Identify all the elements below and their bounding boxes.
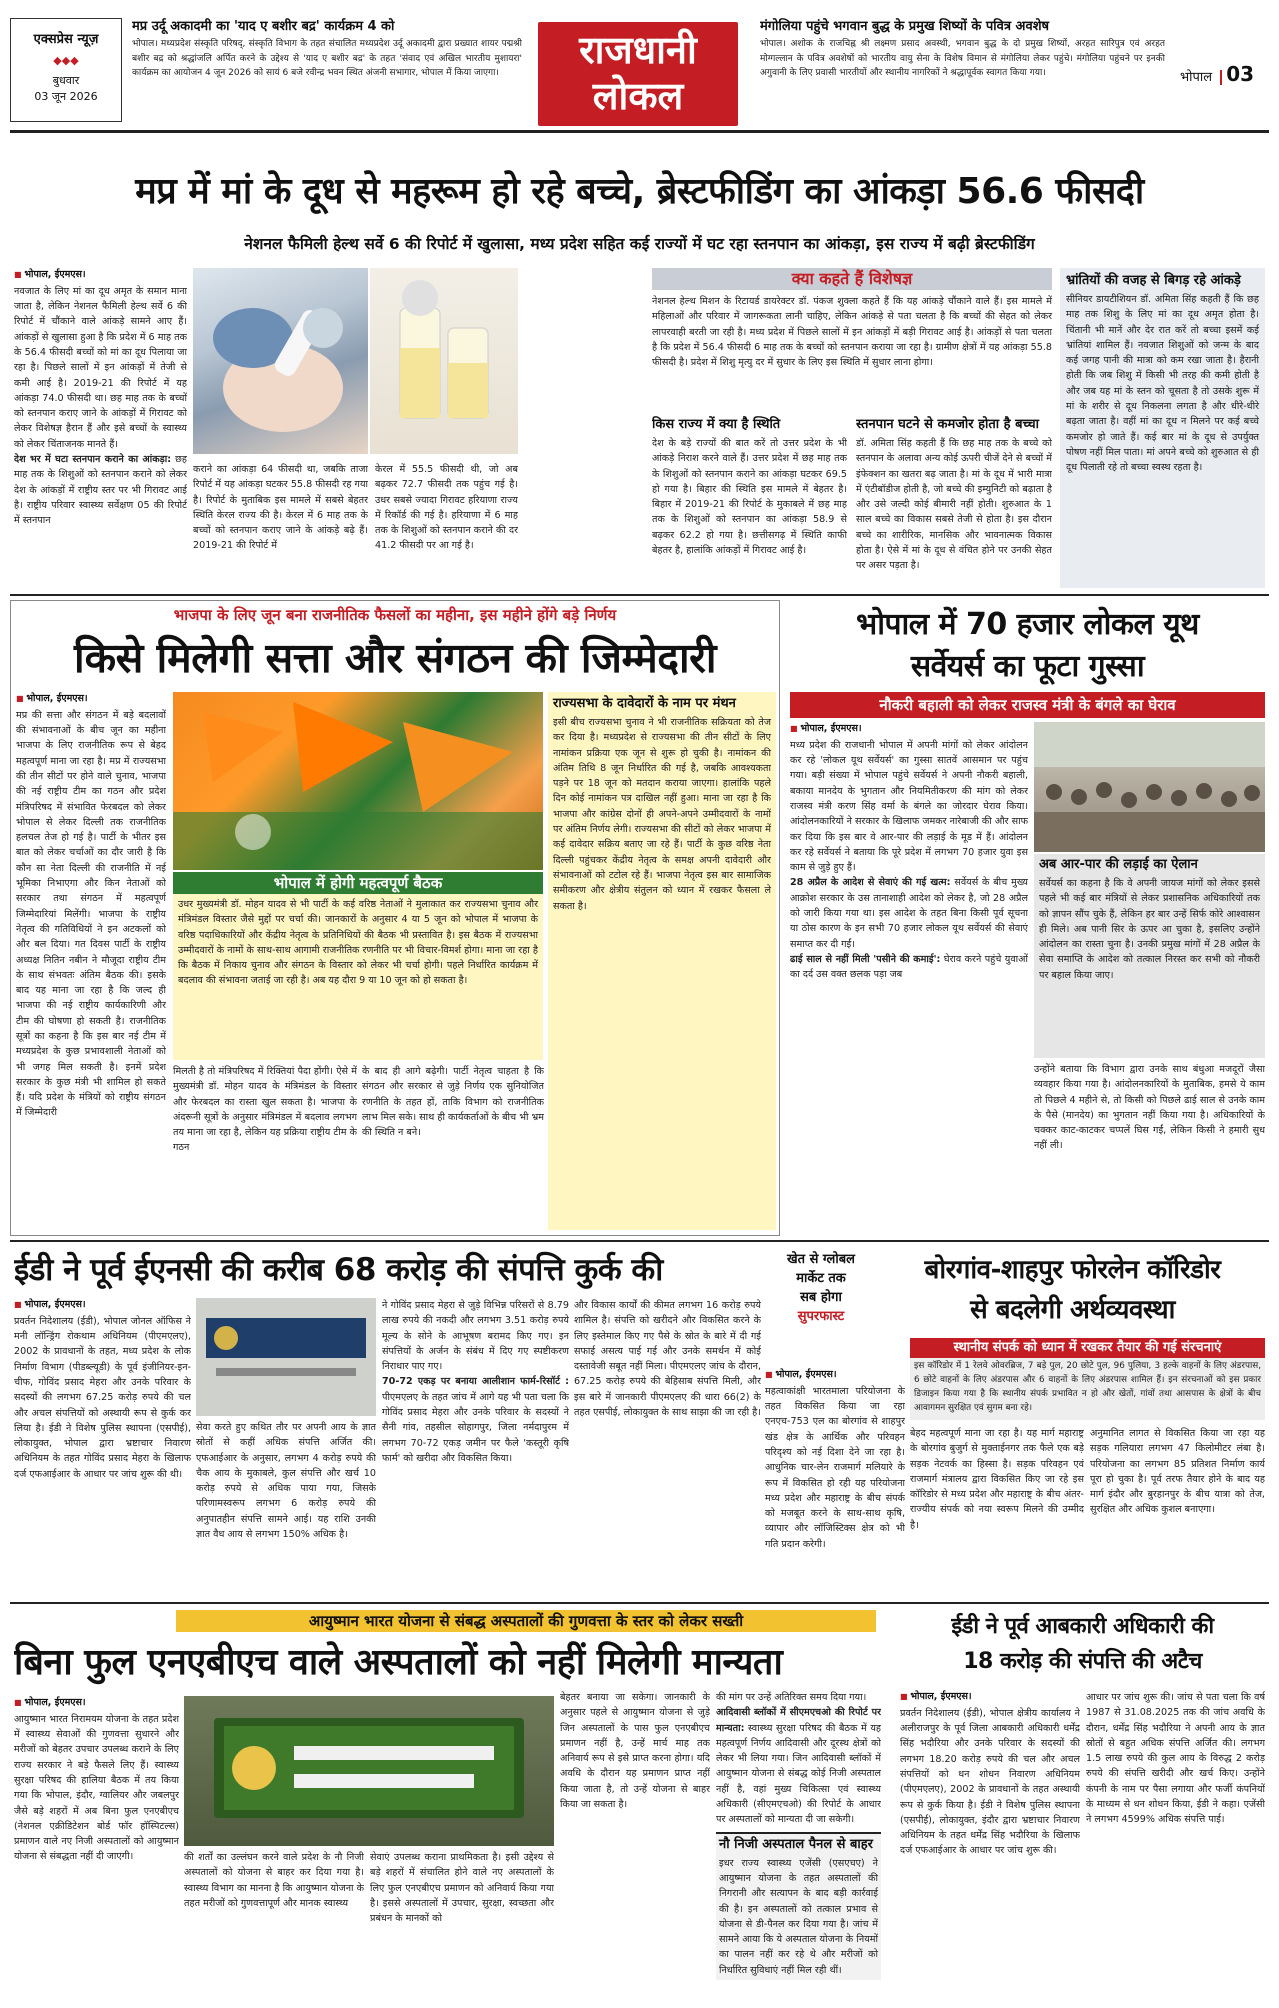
- folio-page-no: 03: [1226, 62, 1255, 86]
- story3-headline-1: भोपाल में 70 हजार लोकल यूथ: [856, 607, 1199, 642]
- story5-headline-1: बोरगांव-शाहपुर फोरलेन कॉरिडोर: [924, 1255, 1221, 1285]
- nine-hospitals-box: [716, 1832, 881, 1980]
- ornament-icon: ◆◆◆: [53, 53, 79, 67]
- story1-headline: मप्र में मां के दूध से महरूम हो रहे बच्चे, ब्रेस्टफीडिंग का आंकड़ा 56.6 फीसदी: [135, 171, 1144, 212]
- story2-text: मप्र की सत्ता और संगठन में बड़े बदलावों की संभावनाओं के बीच जून का महीना भाजपा के लिए राजनीतिक रूप से बेहद महत्वपूर्ण माना जा रहा है। मप्र में राज्यसभा की तीन सीटों पर होने वाले चुनाव, भाजपा की नई राष्ट्रीय टीम का गठन और प्रदेश मंत्रिपरिषद में संभावित फेरबदल को लेकर भोपाल से लेकर दिल्ली तक राजनीतिक हलचल तेज हो गई है। पार्टी के भीतर इस बात को लेकर चर्चाओं का दौर जारी है कि कौन सा नेता दिल्ली की राजनीति में नई भूमिका निभाएगा और किन नेताओं को सरकार तथा संगठन में महत्वपूर्ण जिम्मेदारियां मिलेंगी। भाजपा के राष्ट्रीय नेतृत्व की गतिविधियों ने इन अटकलों को और बल दिया। गत दिवस पार्टी के राष्ट्रीय अध्यक्ष नितिन नबीन ने मौजूदा राष्ट्रीय टीम के साथ संभवतः अंतिम बैठक की। इसके बाद यह माना जा रहा है कि जल्द ही भाजपा की नई राष्ट्रीय कार्यकारिणी और टीम की घोषणा हो सकती है। राजनीतिक सूत्रों का कहना है कि इस बार नई टीम में मध्यप्रदेश के कुछ प्रभावशाली नेताओं को भी जगह मिल सकती है। इनमें प्रदेश सरकार के कुछ मंत्री भी शामिल हो सकते हैं। यदि प्रदेश के मंत्रियों को राष्ट्रीय संगठन में जिम्मेदारी: [16, 709, 166, 1119]
- story7-headline-1: ईडी ने पूर्व आबकारी अधिकारी की: [951, 1614, 1214, 1639]
- story3-text-b: सर्वेयर्स के बीच मुख्य आक्रोश सरकार के उस तानाशाही आदेश को लेकर है, जो 28 अप्रैल को जारी किया गया था। इस आदेश के तहत बिना किसी पूर्व सूचना या ठोस कारण के इन सभी 70 हजार लोकल यूथ सर्वेयर्स की सेवाएं समाप्त कर दी गईं।: [790, 877, 1028, 950]
- photo-ayushman-sign: [184, 1696, 554, 1846]
- story3-subhead: नौकरी बहाली को लेकर राजस्व मंत्री के बंगले का घेराव: [790, 692, 1265, 718]
- flags-illustration: [173, 692, 543, 870]
- fight-text: सर्वेयर्स का कहना है कि वे अपनी जायज मांगों को लेकर इससे पहले भी कई बार मंत्रियों से लेकर प्रशासनिक अधिकारियों तक को ज्ञापन सौंप चुके हैं, लेकिन हर बार उन्हें सिर्फ कोरे आश्वासन ही मिले। अब पानी सिर के ऊपर आ चुका है, इसलिए उन्होंने आंदोलन का रास्ता चुना है। उनकी प्रमुख मांगों में 28 अप्रैल के सेवा समाप्ति के आदेश को तत्काल निरस्त कर सभी को नौकरी पर बहाल किया जाए।: [1039, 878, 1260, 981]
- story6-col5: [716, 1690, 881, 1996]
- story6-text-e: की मांग पर उन्हें अतिरिक्त समय दिया गया।: [716, 1692, 867, 1703]
- divider: [10, 594, 1269, 596]
- story3-col1: [790, 722, 1028, 1232]
- nine-hospitals-title: नौ निजी अस्पताल पैनल से बाहर: [719, 1836, 873, 1852]
- story4-farm-text: पीएमएलए के तहत जांच में आगे यह भी पता चला कि गोविंद प्रसाद मेहरा और उनके परिवार के सदस्यों ने सैनी गांव, तहसील सोहागपुर, जिला नर्मदापुरम में लगभग 70-72 एकड़ जमीन पर फैले 'कस्तूरी कृषि फार्म' को खरीदा और विकसित किया।: [382, 1391, 569, 1464]
- dateline: ■ भोपाल, ईएमएस।: [765, 1368, 905, 1382]
- section-title-2: लोकल: [592, 74, 684, 118]
- story6-kicker: आयुष्मान भारत योजना से संबद्ध अस्पतालों की गुणवत्ता के स्तर को लेकर सख्ती: [176, 1610, 876, 1632]
- story5-col3: अनुमानित लागत से विकसित किया जा रहा यह सड़क गलियारा लगभग 47 किलोमीटर लंबा है। परियोजना का लगभग 85 प्रतिशत निर्माण कार्य पूरा हो चुका है। पूर्व तरफ तैयार होने के बाद यह मार्ग इंदौर और बुरहानपुर के बीच यात्रा को तेज, सुरक्षित और अधिक कुशल बनाएगा।: [1090, 1428, 1265, 1516]
- story5-col1: [765, 1368, 905, 1596]
- meeting-title: भोपाल में होगी महत्वपूर्ण बैठक: [173, 872, 543, 894]
- story4-col3: [382, 1298, 569, 1596]
- crowd-illustration: [1034, 722, 1265, 852]
- divider: [10, 1240, 1269, 1242]
- brief-title: मप्र उर्दू अकादमी का 'याद ए बशीर बद्र' कार्यक्रम 4 को: [132, 19, 395, 34]
- state-status-box: [652, 416, 847, 588]
- nine-hospitals-text: इधर राज्य स्वास्थ्य एजेंसी (एसएचए) ने आयुष्मान योजना के तहत अस्पतालों की निगरानी और सत्यापन के बाद बड़ी कार्रवाई की है। इन अस्पतालों को तत्काल प्रभाव से योजना से डी-पैनल कर दिया गया है। जांच में सामने आया कि ये अस्पताल योजना के नियमों का पालन नहीं कर रहे थे और मरीजों को निर्धारित सुविधाएं नहीं मिल रही थीं।: [719, 1857, 878, 1976]
- marker-line: खेत से ग्लोबल: [787, 1252, 855, 1267]
- marker-line: मार्केट तक: [796, 1271, 846, 1286]
- story6-headline: बिना फुल एनएबीएच वाले अस्पतालों को नहीं मिलेगी मान्यता: [14, 1642, 783, 1683]
- story2-col3: के बाद ही आगे बढ़ेगी। पार्टी नेतृत्व चाहता है कि संगठन और सरकार से जुड़े निर्णय एक सुनियोजित रणनीति के तहत हों, ताकि विभाग को राजनीतिक लाभ मिल सके। साथ ही कार्यकर्ताओं के बीच भी भ्रम की स्थिति न बने।: [362, 1066, 544, 1139]
- story1-col3: केरल में 55.5 फीसदी थी, जो अब बढ़कर 72.7 फीसदी तक पहुंच गई है। उधर सबसे ज्यादा गिरावट हरियाणा राज्य में रिकॉर्ड की गई है। हरियाणा में 6 माह तक के शिशुओं को स्तनपान कराने की दर 41.2 फीसदी पर आ गई है।: [375, 464, 518, 552]
- myths-title: भ्रांतियों की वजह से बिगड़ रहे आंकड़े: [1066, 273, 1241, 288]
- dateline: ■ भोपाल, ईएमएस।: [14, 1696, 179, 1710]
- photo-infant-feeding: [193, 268, 368, 454]
- dateline: ■ भोपाल, ईएमएस।: [790, 722, 1028, 736]
- meeting-box: [173, 872, 543, 1060]
- story5-text: महत्वाकांक्षी भारतमाला परियोजना के तहत विकसित किया जा रहा एनएच-753 एल का बोरगांव से शाहपुर खंड क्षेत्र के आर्थिक और परिवहन परिदृश्य को नई दिशा देने जा रहा है। आधुनिक चार-लेन राजमार्ग मलियारे के रूप में विकसित हो रही यह परियोजना मध्य प्रदेश और महाराष्ट्र के बीच संपर्क को मजबूत करने के साथ-साथ कृषि, व्यापार और लॉजिस्टिक्स क्षेत्र को भी गति प्रदान करेगी।: [765, 1385, 905, 1550]
- story4-col4: और विकास कार्यों की कीमत लगभग 16 करोड़ रुपये शामिल है। संपत्ति को खरीदने और विकसित करने के लिए इस्तेमाल किए गए पैसे के स्रोत के बारे में दी गई सफाई असत्य पाई गई और उनके समर्थन में कोई दस्तावेजी सबूत नहीं मिला। पीएमएलए जांच के दौरान, 67.25 करोड़ रुपये की बेहिसाब संपत्ति मिली, और इस बारे में जानकारी पीएमएलए की धारा 66(2) के तहत एसपीई, लोकायुक्त के साथ साझा की जा रही है।: [574, 1300, 761, 1419]
- structures-box: [910, 1338, 1265, 1420]
- story7-col1: [900, 1690, 1080, 1996]
- brief-urdu-academy: [132, 18, 522, 118]
- section-title-1: राजधानी: [579, 28, 697, 72]
- subhead-inline: 70-72 एकड़ पर बनाया आलीशान फार्म-रिसॉर्ट :: [382, 1376, 569, 1388]
- state-status-title: किस राज्य में क्या है स्थिति: [652, 417, 781, 432]
- myths-text: सीनियर डायटीशियन डॉ. अमिता सिंह कहती हैं कि छह माह तक शिशु के लिए मां का दूध अमृत होता है। चिंतानी भी मानें और देर रात करें तो बच्चा इसमें कई भ्रांतियां शामिल हैं। नवजात शिशुओं को जन्म के बाद कई जगह पानी की मात्रा को कम रखा जाता है। हैरानी होती कि जब शिशु में किसी भी तरह की कमी होती है और जब यह मां के स्तन को चूसता है तो उसके शुरू में मां के शरीर से दूध निकलना लगता है और धीरे-धीरे बढ़ता जाता है। वहीं मां का दूध न मिलने पर कई बच्चे कमजोर हो जाते हैं। कई बार मां के दूध से उपर्युक्त पोषण नहीं मिल पाता। मां अपने बच्चे को शुरुआत से ही दूध पिलाती रहे तो बच्चा स्वस्थ रहता है।: [1066, 294, 1259, 474]
- weak-child-box: [856, 416, 1052, 588]
- masthead-logo-box: [10, 18, 122, 122]
- dateline: ■ भोपाल, ईएमएस।: [14, 1298, 191, 1312]
- story5-col2: बेहद महत्वपूर्ण माना जा रहा है। यह मार्ग महाराष्ट्र के बोरगांव बुजुर्ग से मुक्ताईनगर तक फैले एक बड़े सड़क नेटवर्क का हिस्सा है। सड़क परिवहन एवं राजमार्ग मंत्रालय द्वारा विकसित किए जा रहे इस कॉरिडोर से मध्य प्रदेश और महाराष्ट्र के बीच अंतर-राज्यीय संपर्क को नया स्वरूप मिलने की उम्मीद है।: [910, 1428, 1084, 1531]
- myths-box: [1060, 268, 1265, 588]
- story2-col2: मिलती है तो मंत्रिपरिषद में रिक्तियां पैदा होंगी। ऐसे में मुख्यमंत्री डॉ. मोहन यादव के मंत्रिमंडल के विस्तार और फेरबदल का रास्ता खुल सकता है। भाजपा के अंदरूनी सूत्रों के अनुसार मंत्रिमंडल में बदलाव लगभग तय माना जा रहा है, लेकिन यह प्रक्रिया राष्ट्रीय टीम के गठन: [173, 1066, 357, 1154]
- story6-text: आयुष्मान भारत निरामयम योजना के तहत प्रदेश में स्वास्थ्य सेवाओं की गुणवत्ता सुधारने और मरीजों को बेहतर उपचार उपलब्ध कराने के लिए राज्य सरकार ने बड़े फैसले लिए हैं। स्वास्थ्य सुरक्षा परिषद की हालिया बैठक में तय किया गया कि भोपाल, इंदौर, ग्वालियर और जबलपुर जैसे बड़े शहरों में अब बिना फुल एनएबीएच (नेशनल एक्रीडिटेशन बोर्ड फॉर हॉस्पिटल्स) प्रमाणन वाले नए निजी अस्पतालों को आयुष्मान योजना से संबद्धता नहीं दी जाएगी।: [14, 1713, 179, 1863]
- fight-title: अब आर-पार की लड़ाई का ऐलान: [1039, 857, 1198, 872]
- story6-text-f: स्वास्थ्य सुरक्षा परिषद की बैठक में यह महत्वपूर्ण निर्णय आदिवासी और दूरस्थ क्षेत्रों को लेकर भी लिया गया। जिन आदिवासी ब्लॉकों में आयुष्मान योजना से संबद्ध कोई निजी अस्पताल नहीं है, वहां मुख्य चिकित्सा एवं स्वास्थ्य अधिकारी (सीएमएचओ) की रिपोर्ट के आधार पर अस्पतालों को मान्यता दी जा सकेगी।: [716, 1722, 881, 1826]
- story4-col2: सेवा करते हुए कथित तौर पर अपनी आय के ज्ञात स्रोतों से कहीं अधिक संपत्ति अर्जित की। एफआईआर के अनुसार, लगभग 4 करोड़ रुपये की चैक आय के मुकाबले, कुल संपत्ति और खर्च 10 करोड़ रुपये से अधिक पाया गया, जिसके परिणामस्वरूप लगभग 6 करोड़ रुपये की अनुपातहीन संपत्ति सामने आई। यह राशि उनकी ज्ञात वैध आय से लगभग 150% अधिक है।: [196, 1422, 376, 1541]
- ed-signboard-illustration: [196, 1298, 376, 1416]
- subhead-inline: ढाई साल से नहीं मिली 'पसीने की कमाई':: [790, 953, 941, 965]
- story6-col2: की शर्तों का उल्लंघन करने वाले प्रदेश के नौ निजी अस्पतालों को योजना से बाहर कर दिया गया है। स्वास्थ्य विभाग का मानना है कि आयुष्मान योजना के तहत मरीजों को गुणवत्तापूर्ण और मानक स्वास्थ्य: [184, 1852, 364, 1909]
- story1-col1: [14, 268, 187, 586]
- story4-col1: [14, 1298, 191, 1596]
- story2-kicker: भाजपा के लिए जून बना राजनीतिक फैसलों का महीना, इस महीने होंगे बड़े निर्णय: [173, 606, 617, 624]
- story7-col2: आधार पर जांच शुरू की। जांच से पता चला कि वर्ष 1987 से 31.08.2025 तक की जांच अवधि के दौरान, धर्मेंद्र सिंह भदौरिया ने अपनी आय के ज्ञात स्रोतों से बहुत अधिक संपत्ति अर्जित की। लगभग 1.5 लाख रुपये की कुल आय के विरुद्ध 2 करोड़ रुपये की संपत्ति खरीदी और खर्च किए। उन्होंने कंपनी के नाम पर पैसा लगाया और फर्जी कंपनियों के माध्यम से धन शोधन किया, ईडी ने कहा। एजेंसी ने लगभग 4599% अधिक संपत्ति पाई।: [1086, 1692, 1265, 1826]
- photo-breast-pump: [370, 268, 518, 454]
- masthead-rule: [10, 130, 1269, 133]
- subhead-inline: 28 अप्रैल के आदेश से सेवाएं की गई खत्म:: [790, 877, 951, 889]
- story6-col1: [14, 1696, 179, 1996]
- story1-text: नवजात के लिए मां का दूध अमृत के समान माना जाता है, लेकिन नेशनल फैमिली हेल्थ सर्वे 6 की रिपोर्ट में चौंकाने वाले आंकड़े सामने आए हैं। आंकड़ों से खुलासा हुआ है कि प्रदेश में 6 माह तक के 56.4 फीसदी बच्चों को मां का दूध पिलाया जा रहा है। पिछले सालों में इन आंकड़ों में तेजी से कमी आई है। 2019-21 की रिपोर्ट में यह आंकड़ा 74.0 फीसदी था। छह माह तक के बच्चों को स्तनपान कराए जाने के आंकड़ों में गिरावट को लेकर विशेषज्ञ हैरान हैं और इसे बच्चों के स्वास्थ्य को लेकर चिंताजनक मानते हैं।: [14, 285, 187, 450]
- section-title-box: [538, 22, 738, 126]
- paper-name: एक्सप्रेस न्यूज़: [33, 32, 99, 47]
- structures-title: स्थानीय संपर्क को ध्यान में रखकर तैयार की गई संरचनाएं: [910, 1338, 1265, 1358]
- fight-box: [1034, 854, 1265, 1058]
- story3-headline-2: सर्वेयर्स का फूटा गुस्सा: [910, 649, 1145, 684]
- brief-buddha-relics: [760, 18, 1165, 118]
- expert-box-title: क्या कहते हैं विशेषज्ञ: [652, 268, 1052, 290]
- subhead-inline: देश भर में घटा स्तनपान कराने का आंकड़ा:: [14, 454, 172, 466]
- meeting-text: उधर मुख्यमंत्री डॉ. मोहन यादव से भी पार्टी के कई वरिष्ठ नेताओं ने मुलाकात कर राज्यसभा चुनाव और मंत्रिमंडल विस्तार जैसे मुद्दों पर चर्चा की। जानकारों के अनुसार 4 या 5 जून को भोपाल में भाजपा के वरिष्ठ पदाधिकारियों और केंद्रीय नेतृत्व के प्रतिनिधियों की बैठक भी प्रस्तावित है। इस बैठक में राज्यसभा उम्मीदवारों के नामों के साथ-साथ आगामी राजनीतिक रणनीति पर भी विचार-विमर्श होगा। माना जा रहा है कि बैठक में निकाय चुनाव और संगठन के विस्तार को लेकर भी चर्चा होगी। पहले निर्धारित कार्यक्रम में बदलाव की संभावना जताई जा रही है। अब यह दौरा 9 या 10 जून को हो सकता है।: [178, 899, 538, 987]
- photo-bjp-flags: [173, 692, 543, 870]
- rajyasabha-box: [548, 692, 776, 1230]
- story4-text-c: ने गोविंद प्रसाद मेहरा से जुड़े विभिन्न परिसरों से 8.79 लाख रुपये की नकदी और लगभग 3.51 करोड़ रुपये मूल्य के सोने के आभूषण बरामद किए गए। इन संपत्तियों के अर्जन के संबंध में दिए गए स्पष्टीकरण निराधार पाए गए।: [382, 1300, 569, 1373]
- expert-box-text: नेशनल हेल्थ मिशन के रिटायर्ड डायरेक्टर डॉ. पंकज शुक्ला कहते हैं कि यह आंकड़े चौंकाने वाले हैं। इस मामले में महिलाओं और परिवार में जागरूकता लानी चाहिए, लेकिन आंकड़े से पता चलता है कि बच्चों की सेहत को लेकर लापरवाही बरती जा रही है। मध्य प्रदेश में पिछले सालों में इन आंकड़ों में बड़ी गिरावट आई है। आंकड़ों से पता चलता है कि प्रदेश में 56.4 फीसदी 6 माह तक के बच्चों को स्तनपान कराया जा रहा है। ग्रामीण क्षेत्रों में यह आंकड़ा 55.8 फीसदी है। प्रदेश में शिशु मृत्यु दर में सुधार के लिए इस स्थिति में सुधार लाना होगा।: [652, 296, 1052, 369]
- subhead-inline: आदिवासी ब्लॉकों में सीएमएचओ की रिपोर्ट पर मान्यता:: [716, 1707, 881, 1734]
- story4-headline: ईडी ने पूर्व ईएनसी की करीब 68 करोड़ की संपत्ति कुर्क की: [14, 1252, 663, 1288]
- folio-city: भोपाल: [1180, 70, 1213, 85]
- structures-text: इस कॉरिडोर में 1 रेलवे ओवरब्रिज, 7 बड़े पुल, 20 छोटे पुल, 96 पुलिया, 3 हल्के वाहनों के लिए अंडरपास, 6 छोटे वाहनों के लिए अंडरपास और 6 वाहनों के लिए अंडरपास शामिल हैं। इन संरचनाओं को इस प्रकार डिजाइन किया गया है कि स्थानीय संपर्क प्रभावित न हो और खेतों, गांवों तथा आसपास के क्षेत्रों के बीच आवागमन सुरक्षित एवं सुगम बना रहे।: [914, 1361, 1261, 1413]
- story6-col3: सेवाएं उपलब्ध कराना प्राथमिकता है। इसी उद्देश्य से बड़े शहरों में संचालित होने वाले नए अस्पतालों के लिए फुल एनएबीएच प्रमाणन को अनिवार्य किया गया है। इससे अस्पतालों में उपचार, सुरक्षा, स्वच्छता और प्रबंधन के मानकों को: [370, 1852, 554, 1925]
- story3-text: मध्य प्रदेश की राजधानी भोपाल में अपनी मांगों को लेकर आंदोलन कर रहे 'लोकल यूथ सर्वेयर्स' का गुस्सा सातवें आसमान पर पहुंच गया। बड़ी संख्या में भोपाल पहुंचे सर्वेयर्स ने अपनी नौकरी बहाली, बकाया मानदेय के भुगतान और नियमितीकरण की मांग को लेकर राजस्व मंत्री करण सिंह वर्मा के बंगले का जोरदार घेराव किया। आंदोलनकारियों ने सरकार के खिलाफ जमकर नारेबाजी की और साफ कर दिया कि इस बार वे आर-पार की लड़ाई के मूड में हैं। आंदोलन कर रहे सर्वेयर्स ने बताया कि पूरे प्रदेश में लगभग 70 हजार युवा इस काम से जुड़े हुए हैं।: [790, 739, 1028, 874]
- dateline: ■ भोपाल, ईएमएस।: [16, 692, 166, 706]
- story1-subhead: नेशनल फैमिली हेल्थ सर्वे 6 की रिपोर्ट में खुलासा, मध्य प्रदेश सहित कई राज्यों में घट रहा स्तनपान का आंकड़ा, इस राज्य में बढ़ी ब्रेस्टफीडिंग: [244, 235, 1035, 253]
- story5-headline-2: से बदलेगी अर्थव्यवस्था: [970, 1295, 1175, 1325]
- breast-pump-illustration: [370, 268, 518, 454]
- marker-line: सुपरफास्ट: [797, 1309, 845, 1324]
- story4-text: प्रवर्तन निदेशालय (ईडी), भोपाल जोनल ऑफिस ने मनी लॉन्ड्रिंग रोकथाम अधिनियम (पीएमएलए), 2002 के प्रावधानों के तहत, मध्य प्रदेश के लोक निर्माण विभाग (पीडब्ल्यूडी) के पूर्व इंजीनियर-इन-चीफ, गोविंद प्रसाद मेहरा और उनके परिवार के सदस्यों की लगभग 67.25 करोड़ रुपये की चल और अचल संपत्तियों को अस्थायी रूप से कुर्क कर लिया है। ईडी ने विशेष पुलिस स्थापना (एसपीई), लोकायुक्त, भोपाल द्वारा भ्रष्टाचार निवारण अधिनियम के तहत गोविंद प्रसाद मेहरा के खिलाफ दर्ज एफआईआर के आधार पर जांच शुरू की थी।: [14, 1315, 191, 1480]
- story3-col2: उन्होंने बताया कि विभाग द्वारा उनके साथ बंधुआ मजदूरों जैसा व्यवहार किया गया है। आंदोलनकारियों के मुताबिक, हमसे ये काम तो पिछले 4 महीने से, तो किसी को पिछले ढाई साल से उनके काम के पैसे (मानदेय) का भुगतान नहीं किया गया है। अधिकारियों के चक्कर काट-काटकर चप्पलें घिस गईं, लेकिन किसी ने हमारी सुध नहीं ली।: [1034, 1064, 1265, 1152]
- photo-protest-crowd: [1034, 722, 1265, 852]
- page-folio: [1180, 60, 1275, 100]
- baby-bottle-illustration: [193, 268, 368, 454]
- photo-ed-office: [196, 1298, 376, 1416]
- brief-title: मंगोलिया पहुंचे भगवान बुद्ध के प्रमुख शिष्यों के पवित्र अवशेष: [760, 19, 1050, 34]
- weak-child-title: स्तनपान घटने से कमजोर होता है बच्चा: [856, 417, 1040, 432]
- signboard-illustration: [184, 1696, 554, 1846]
- issue-day: बुधवार: [52, 73, 80, 87]
- dateline: ■ भोपाल, ईएमएस।: [900, 1690, 1080, 1704]
- rajyasabha-title: राज्यसभा के दावेदारों के नाम पर मंथन: [553, 696, 736, 711]
- state-status-text: देश के बड़े राज्यों की बात करें तो उत्तर प्रदेश के भी आंकड़े निराश करने वाले हैं। उत्तर प्रदेश में छह माह तक के शिशुओं को स्तनपान कराने का आंकड़ा घटकर 69.5 हो गया है। बिहार की स्थिति इस मामले में बेहतर है। बिहार में 2019-21 की रिपोर्ट के मुकाबले में छह माह तक के शिशुओं को स्तनपान का आंकड़ा 58.9 से बढ़कर 62.2 हो गया है। छत्तीसगढ़ में स्थिति काफी बेहतर है, हालांकि आंकड़ों में गिरावट आई है।: [652, 438, 847, 557]
- story1-text-b: छह माह तक के शिशुओं को स्तनपान कराने को लेकर देश के आंकड़ों में राष्ट्रीय स्तर पर भी गिरावट आई है। राष्ट्रीय परिवार स्वास्थ्य सर्वेक्षण 05 की रिपोर्ट में स्तनपान: [14, 454, 187, 527]
- story3-text-c: घेराव करने पहुंचे युवाओं का दर्द उस वक्त छलक पड़ा जब: [790, 953, 1028, 981]
- rajyasabha-text: इसी बीच राज्यसभा चुनाव ने भी राजनीतिक सक्रियता को तेज कर दिया है। मध्यप्रदेश से राज्यसभा की तीन सीटों के लिए नामांकन प्रक्रिया एक जून से शुरू हो चुकी है। नामांकन की अंतिम तिथि 8 जून निर्धारित की गई है, जबकि आवश्यकता पड़ने पर 18 जून को मतदान कराया जाएगा। हालांकि पहले दिन कोई नामांकन पत्र दाखिल नहीं हुआ। माना जा रहा है कि भाजपा और कांग्रेस दोनों ही अपने-अपने उम्मीदवारों के नामों पर अंतिम निर्णय लेगी। राज्यसभा की सीटों को लेकर भाजपा में कई दावेदार सक्रिय बताए जा रहे हैं। पार्टी के कुछ वरिष्ठ नेता दिल्ली पहुंचकर केंद्रीय नेतृत्व के समक्ष अपनी दावेदारी और संभावनाओं को टटोल रहे हैं। भाजपा नेतृत्व इस बार सामाजिक समीकरण और क्षेत्रीय संतुलन को ध्यान में रखकर फैसला ले सकता है।: [553, 717, 771, 912]
- story2-headline: किसे मिलेगी सत्ता और संगठन की जिम्मेदारी: [73, 634, 717, 682]
- marker-line: सब होगा: [800, 1290, 842, 1305]
- dateline: ■ भोपाल, ईएमएस।: [14, 268, 187, 282]
- story2-col1: [16, 692, 166, 1232]
- story7-headline-2: 18 करोड़ की संपत्ति की अटैच: [963, 1649, 1202, 1674]
- divider: [10, 1602, 1269, 1604]
- brief-text: भोपाल। अशोक के राजचिह्न श्री लक्ष्मण प्रसाद अवस्थी, भगवान बुद्ध के दो प्रमुख शिष्यों, अरहत सारिपुत्र एवं अरहत मोग्गल्लान के पवित्र अवशेषों को भारतीय वायु सेना के विशेष विमान से मंगोलिया लेकर पहुंचे। मंगोलिया पहुंचने पर इनकी अगुवानी के लिए प्रवासी भारतीयों और स्थानीय नागरिकों ने श्रद्धापूर्वक स्वागत किया गया।: [760, 39, 1165, 78]
- story1-col2: कराने का आंकड़ा 64 फीसदी था, जबकि ताजा रिपोर्ट में यह आंकड़ा घटकर 55.8 फीसदी रह गया है। रिपोर्ट के मुताबिक इस मामले में सबसे बेहतर स्थिति केरल राज्य की है। केरल में 6 माह तक के बच्चों को स्तनपान कराए जाने के आंकड़े बढ़े हैं। 2019-21 की रिपोर्ट में: [193, 464, 368, 552]
- story7-text: प्रवर्तन निदेशालय (ईडी), भोपाल क्षेत्रीय कार्यालय ने अलीराजपुर के पूर्व जिला आबकारी अधिकारी धर्मेंद्र सिंह भदौरिया और उनके परिवार के सदस्यों की लगभग 18.20 करोड़ रुपये की चल और अचल संपत्तियों को धन शोधन निवारण अधिनियम (पीएमएलए), 2002 के प्रावधानों के तहत अस्थायी रूप से कुर्क किया है। ईडी ने विशेष पुलिस स्थापना (एसपीई), लोकायुक्त, इंदौर द्वारा भ्रष्टाचार निवारण अधिनियम के तहत धर्मेंद्र सिंह भदौरिया के खिलाफ दर्ज एफआईआर के आधार पर जांच शुरू की।: [900, 1707, 1080, 1857]
- story6-col4: बेहतर बनाया जा सकेगा। जानकारी के अनुसार पहले से आयुष्मान योजना से जुड़े जिन अस्पतालों के पास फुल एनएबीएच प्रमाणन नहीं है, उन्हें मार्च माह तक अनिवार्य रूप से इसे प्राप्त करना होगा। यदि अवधि के दौरान यह प्रमाणन प्राप्त नहीं किया जाता है, तो उन्हें योजना से बाहर किया जा सकता है।: [560, 1692, 710, 1811]
- issue-date: 03 जून 2026: [34, 89, 98, 103]
- brief-text: भोपाल। मध्यप्रदेश संस्कृति परिषद्, संस्कृति विभाग के तहत संचालित मध्यप्रदेश उर्दू अकादमी द्वारा प्रख्यात शायर पद्मश्री बशीर बद्र को श्रद्धांजलि अर्पित करने के उद्देश्य से 'याद ए बशीर बद्र' के तहत 'संवाद एवं अखिल भारतीय मुशायरा' कार्यक्रम का आयोजन 4 जून 2026 को सायं 6 बजे रवीन्द्र भवन स्थित अंजनी सभागार, भोपाल में किया जाएगा।: [132, 39, 522, 78]
- weak-child-text: डॉ. अमिता सिंह कहती हैं कि छह माह तक के बच्चे को स्तनपान के अलावा अन्य कोई ऊपरी चीजें देने से बच्चों में इंफेक्शन का खतरा बढ़ जाता है। मां के दूध में भारी मात्रा में एंटीबॉडीज होती है, जो बच्चे की इम्युनिटी को बढ़ाता है और उसे जल्दी कोई बीमारी नहीं होती। शुरुआत के 1 साल बच्चे का विकास सबसे तेजी से होता है। इस दौरान बच्चे का शारीरिक, मानसिक और भावनात्मक विकास होता है। ऐसे में मां के दूध से वंचित होने पर उनकी सेहत पर असर पड़ता है।: [856, 438, 1052, 572]
- marker-box: [765, 1250, 877, 1364]
